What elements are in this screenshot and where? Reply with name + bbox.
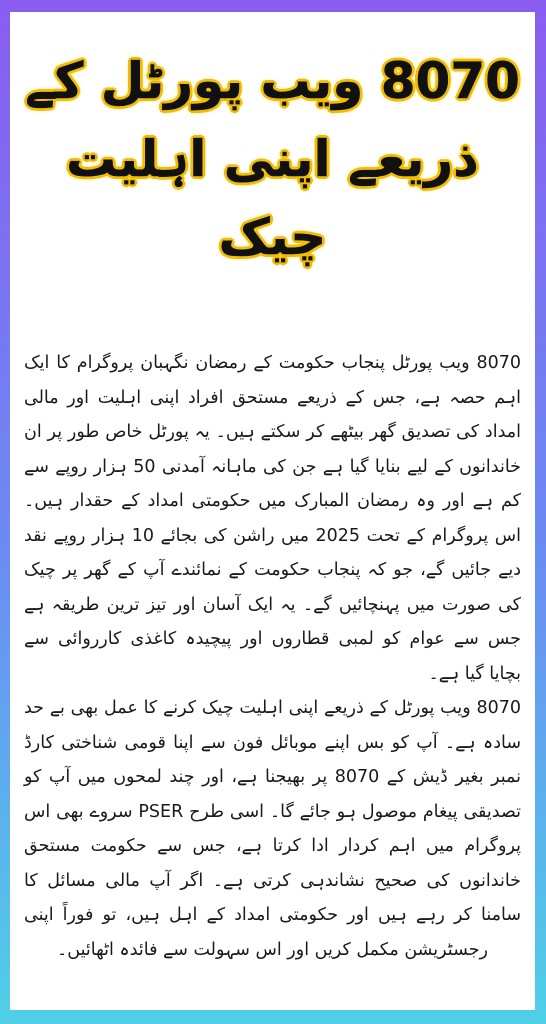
article-card — [10, 12, 535, 1010]
article-title — [10, 12, 535, 276]
paragraph-2: 8070 ویب پورٹل کے ذریعے اپنی اہلیت چیک کرنے کا عمل بھی بے حد سادہ ہے۔ آپ کو بس اپنے موبائل فون سے اپنا قومی شناختی کارڈ نمبر بغیر ڈیش کے 8070 پر بھیجنا ہے، اور چند لمحوں میں آپ کو تصدیقی پیغام موصول ہو جائے گا۔ اسی طرح PSER سروے بھی اس پروگرام میں اہم کردار ادا کرتا ہے، جس سے حکومت مستحق خاندانوں کی صحیح نشاندہی کرتی ہے۔ اگر آپ مالی مسائل کا سامنا کر رہے ہیں اور حکومتی امداد کے اہل ہیں، تو فوراً اپنی رجسٹریشن مکمل کریں اور اس سہولت سے فائدہ اٹھائیں۔ — [24, 698, 522, 960]
paragraph-1: 8070 ویب پورٹل پنجاب حکومت کے رمضان نگہبان پروگرام کا ایک اہم حصہ ہے، جس کے ذریعے مستحق افراد اپنی اہلیت اور مالی امداد کی تصدیق گھر بیٹھے کر سکتے ہیں۔ یہ پورٹل خاص طور پر ان خاندانوں کے لیے بنایا گیا ہے جن کی ماہانہ آمدنی 50 ہزار روپے سے کم ہے اور وہ رمضان المبارک میں حکومتی امداد کے حقدار ہیں۔ اس پروگرام کے تحت 2025 میں راشن کی بجائے 10 ہزار روپے نقد دیے جائیں گے، جو کہ پنجاب حکومت کے نمائندے آپ کے گھر پر چیک کی صورت میں پہنچائیں گے۔ یہ ایک آسان اور تیز ترین طریقہ ہے جس سے عوام کو لمبی قطاروں اور پیچیدہ کاغذی کارروائی سے بچایا گیا ہے۔ — [24, 353, 522, 684]
title-line-2: ذریعے اپنی اہلیت چیک — [66, 130, 479, 266]
title-line-1: 8070 ویب پورٹل کے — [25, 52, 520, 110]
article-body — [10, 276, 535, 967]
